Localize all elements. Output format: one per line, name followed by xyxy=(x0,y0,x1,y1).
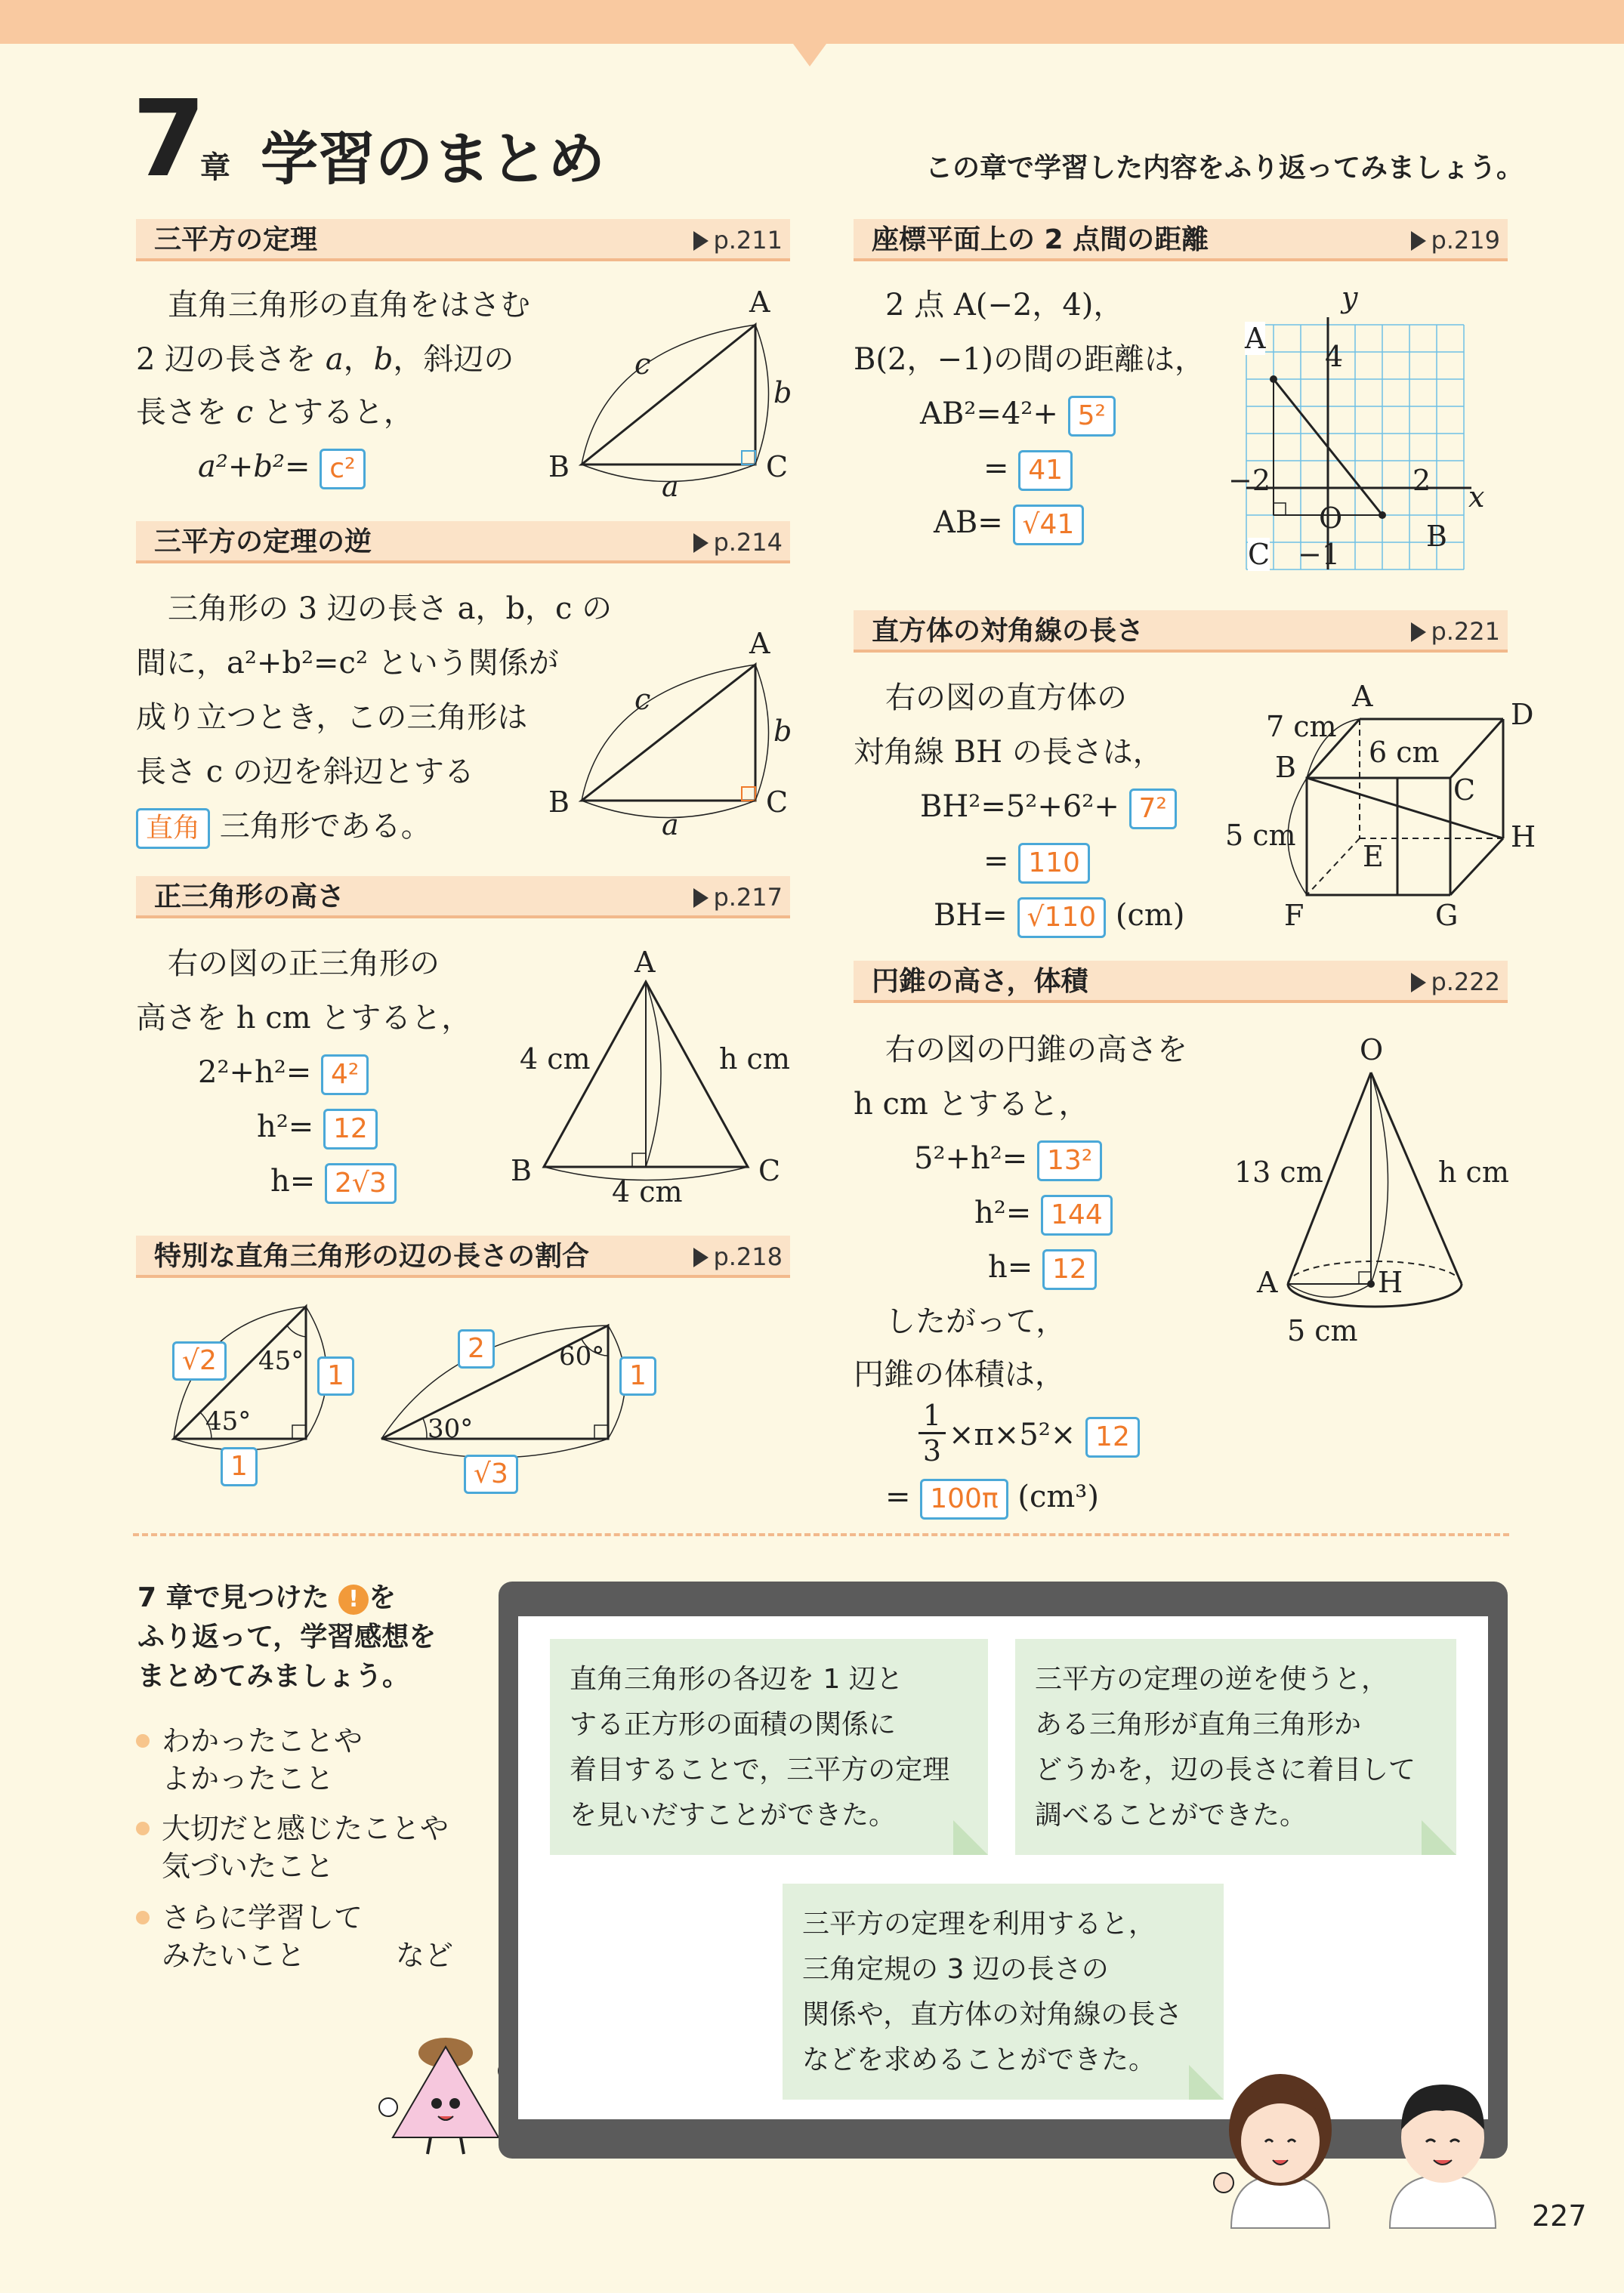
box-E: E xyxy=(1363,840,1384,873)
tri1-c: c xyxy=(634,347,651,381)
t2-hyp: 2 xyxy=(458,1329,495,1369)
cone-13cm: 13 cm xyxy=(1234,1156,1323,1189)
s7-line1: 右の図の円錐の高さを xyxy=(885,1032,1187,1067)
box-A: A xyxy=(1352,680,1373,713)
section-special-triangles: 特別な直角三角形の辺の長さの割合 p.218 xyxy=(136,1236,790,1278)
s7-line3: したがって， xyxy=(885,1304,1067,1339)
s7-f4: ×π×5²× 12 xyxy=(949,1408,1140,1462)
section-pythagoras xyxy=(136,219,790,261)
t1-base: 1 xyxy=(221,1447,258,1486)
grid-O: O xyxy=(1319,501,1343,535)
top-band xyxy=(0,0,1624,44)
s3-f1: 2²+h²= 4² xyxy=(198,1045,369,1100)
s7-line2: h cm とすると， xyxy=(854,1087,1089,1122)
page-number: 227 xyxy=(1532,2199,1587,2233)
s7-f2: h²= 144 xyxy=(974,1186,1113,1240)
section-pythagoras-converse: 三平方の定理の逆 p.214 xyxy=(136,521,790,563)
s7-line4: 円錐の体積は， xyxy=(854,1357,1065,1392)
s2-line3: 成り立つとき，この三角形は xyxy=(136,700,528,735)
reflection-prompt: 7 章で見つけた ! を ふり返って，学習感想を まとめてみましょう。 xyxy=(137,1582,437,1692)
s2-line1: 三角形の 3 辺の長さ a，b，c の xyxy=(168,591,613,626)
s3-f2: h²= 12 xyxy=(257,1100,378,1154)
page-subtitle: この章で学習した内容をふり返ってみましょう。 xyxy=(925,153,1524,184)
cone-h: h cm xyxy=(1438,1156,1509,1189)
grid-m1: −1 xyxy=(1298,538,1341,571)
page-ref: p.221 xyxy=(1411,610,1500,653)
page-ref: p.222 xyxy=(1411,961,1500,1003)
note-3: 三平方の定理を利用すると， 三角定規の 3 辺の長さの 関係や，直方体の対角線の長さ などを求めることができた。 xyxy=(783,1884,1224,2100)
s5-line1: 2 点 A(−2，4)， xyxy=(885,288,1124,323)
page-ref: p.214 xyxy=(693,521,783,563)
cone-5cm: 5 cm xyxy=(1287,1314,1358,1347)
cone-O: O xyxy=(1360,1033,1384,1066)
s6-f2: = 110 xyxy=(983,834,1090,888)
note-2: 三平方の定理の逆を使うと， ある三角形が直角三角形か どうかを，辺の長さに着目して 調べることができた。 xyxy=(1015,1639,1456,1855)
s7-f3: h= 12 xyxy=(988,1240,1097,1295)
page-ref: p.217 xyxy=(693,876,783,918)
s3-f3: h= 2√3 xyxy=(270,1154,397,1208)
box-F: F xyxy=(1284,899,1304,932)
grid-m2: −2 xyxy=(1228,464,1271,497)
box-B: B xyxy=(1275,751,1296,784)
chapter-kanji: 章 xyxy=(200,150,230,185)
box-D: D xyxy=(1511,698,1534,731)
triangle-30-60-figure xyxy=(378,1314,650,1465)
bullet-1: わかったことや よかったこと xyxy=(136,1722,363,1798)
exclamation-icon: ! xyxy=(338,1585,369,1615)
t2-leg: 1 xyxy=(619,1356,656,1396)
grid-A: A xyxy=(1245,322,1266,355)
section-equilateral-height: 正三角形の高さ p.217 xyxy=(136,876,790,918)
answer-box: 直角 xyxy=(136,808,210,849)
s6-f1: BH²=5²+6²+ 7² xyxy=(920,779,1177,834)
grid-y: y xyxy=(1341,281,1358,314)
note-1: 直角三角形の各辺を 1 辺と する正方形の面積の関係に 着目することで，三平方の定理 を見いだすことができた。 xyxy=(550,1639,988,1855)
box-C: C xyxy=(1453,773,1476,807)
t2-base: √3 xyxy=(464,1455,518,1494)
t1-angle-bottom: 45° xyxy=(205,1406,252,1437)
tri1-A: A xyxy=(749,285,770,319)
page-title: 学習のまとめ xyxy=(261,125,605,193)
section-box-diagonal: 直方体の対角線の長さ p.221 xyxy=(854,610,1508,653)
tri1-B: B xyxy=(548,450,570,483)
eq-base: 4 cm xyxy=(612,1175,683,1208)
box-7cm: 7 cm xyxy=(1266,710,1337,743)
tri2-c: c xyxy=(634,683,651,716)
section-title: 三平方の定理 xyxy=(154,224,318,255)
s5-line2: B(2，−1)の間の距離は， xyxy=(854,342,1206,377)
section-cone: 円錐の高さ，体積 p.222 xyxy=(854,961,1508,1003)
page-ref: p.219 xyxy=(1411,219,1500,261)
grid-C: C xyxy=(1248,538,1270,571)
s3-line2: 高さを h cm とすると， xyxy=(136,1001,472,1035)
eq-A: A xyxy=(634,946,656,979)
eq-height: h cm xyxy=(719,1042,790,1076)
page-ref: p.218 xyxy=(693,1236,783,1278)
answer-box: c² xyxy=(320,449,365,489)
chapter-number: 7 xyxy=(132,78,206,201)
s6-f3: BH= √110 (cm) xyxy=(934,888,1184,943)
s3-line1: 右の図の正三角形の xyxy=(168,946,440,981)
section-coordinate-distance: 座標平面上の 2 点間の距離 p.219 xyxy=(854,219,1508,261)
s2-line2: 間に，a²+b²=c² という関係が xyxy=(136,646,559,680)
s5-f3: AB= √41 xyxy=(934,495,1084,550)
eq-side: 4 cm xyxy=(520,1042,591,1076)
tri2-b: b xyxy=(773,714,792,748)
t1-angle-top: 45° xyxy=(258,1346,304,1376)
box-6cm: 6 cm xyxy=(1369,736,1440,769)
t2-angle-bottom: 30° xyxy=(428,1414,474,1444)
tri2-A: A xyxy=(749,627,770,660)
t2-angle-top: 60° xyxy=(559,1341,605,1372)
s1-line2: 2 辺の長さを a，b，斜辺の xyxy=(136,342,514,377)
grid-B: B xyxy=(1426,520,1447,553)
s2-line5: 直角 三角形である。 xyxy=(136,799,431,853)
t1-hyp: √2 xyxy=(172,1341,227,1381)
bullet-3: さらに学習して みたいこと など xyxy=(136,1899,453,1974)
s6-line1: 右の図の直方体の xyxy=(885,680,1127,715)
s2-line4: 長さ c の辺を斜辺とする xyxy=(136,755,474,789)
cone-H: H xyxy=(1378,1266,1403,1299)
page-ref: p.211 xyxy=(693,219,783,261)
s1-line3: 長さを c とすると， xyxy=(136,395,414,430)
s7-f1: 5²+h²= 13² xyxy=(914,1131,1102,1186)
s5-f2: = 41 xyxy=(983,441,1073,495)
eq-C: C xyxy=(758,1154,781,1187)
s7-f5: = 100π (cm³) xyxy=(885,1470,1099,1524)
box-5cm: 5 cm xyxy=(1225,819,1296,852)
eq-B: B xyxy=(511,1154,532,1187)
tri1-C: C xyxy=(766,450,789,483)
s1-formula: a²+b²= c² xyxy=(198,440,366,494)
student-boy xyxy=(1375,2069,1511,2236)
box-H: H xyxy=(1511,820,1536,853)
bullet-2: 大切だと感じたことや 気づいたこと xyxy=(136,1810,449,1885)
s6-line2: 対角線 BH の長さは， xyxy=(854,735,1163,770)
grid-2: 2 xyxy=(1413,464,1431,497)
tri2-a: a xyxy=(662,808,679,841)
s1-line1: 直角三角形の直角をはさむ xyxy=(168,288,530,323)
tri2-C: C xyxy=(766,785,789,819)
equilateral-triangle-figure xyxy=(536,974,781,1193)
cone-A: A xyxy=(1257,1266,1278,1299)
tri1-a: a xyxy=(662,470,679,503)
box-G: G xyxy=(1435,899,1459,932)
grid-x: x xyxy=(1468,480,1485,514)
student-girl xyxy=(1209,2069,1352,2236)
t1-leg: 1 xyxy=(317,1356,354,1396)
grid-4: 4 xyxy=(1325,340,1344,373)
top-notch xyxy=(793,44,826,68)
s7-fraction: 1 3 xyxy=(919,1399,946,1467)
s5-f1: AB²=4²+ 5² xyxy=(920,387,1116,441)
divider xyxy=(133,1533,1509,1536)
tri1-b: b xyxy=(773,376,792,409)
tri2-B: B xyxy=(548,785,570,819)
